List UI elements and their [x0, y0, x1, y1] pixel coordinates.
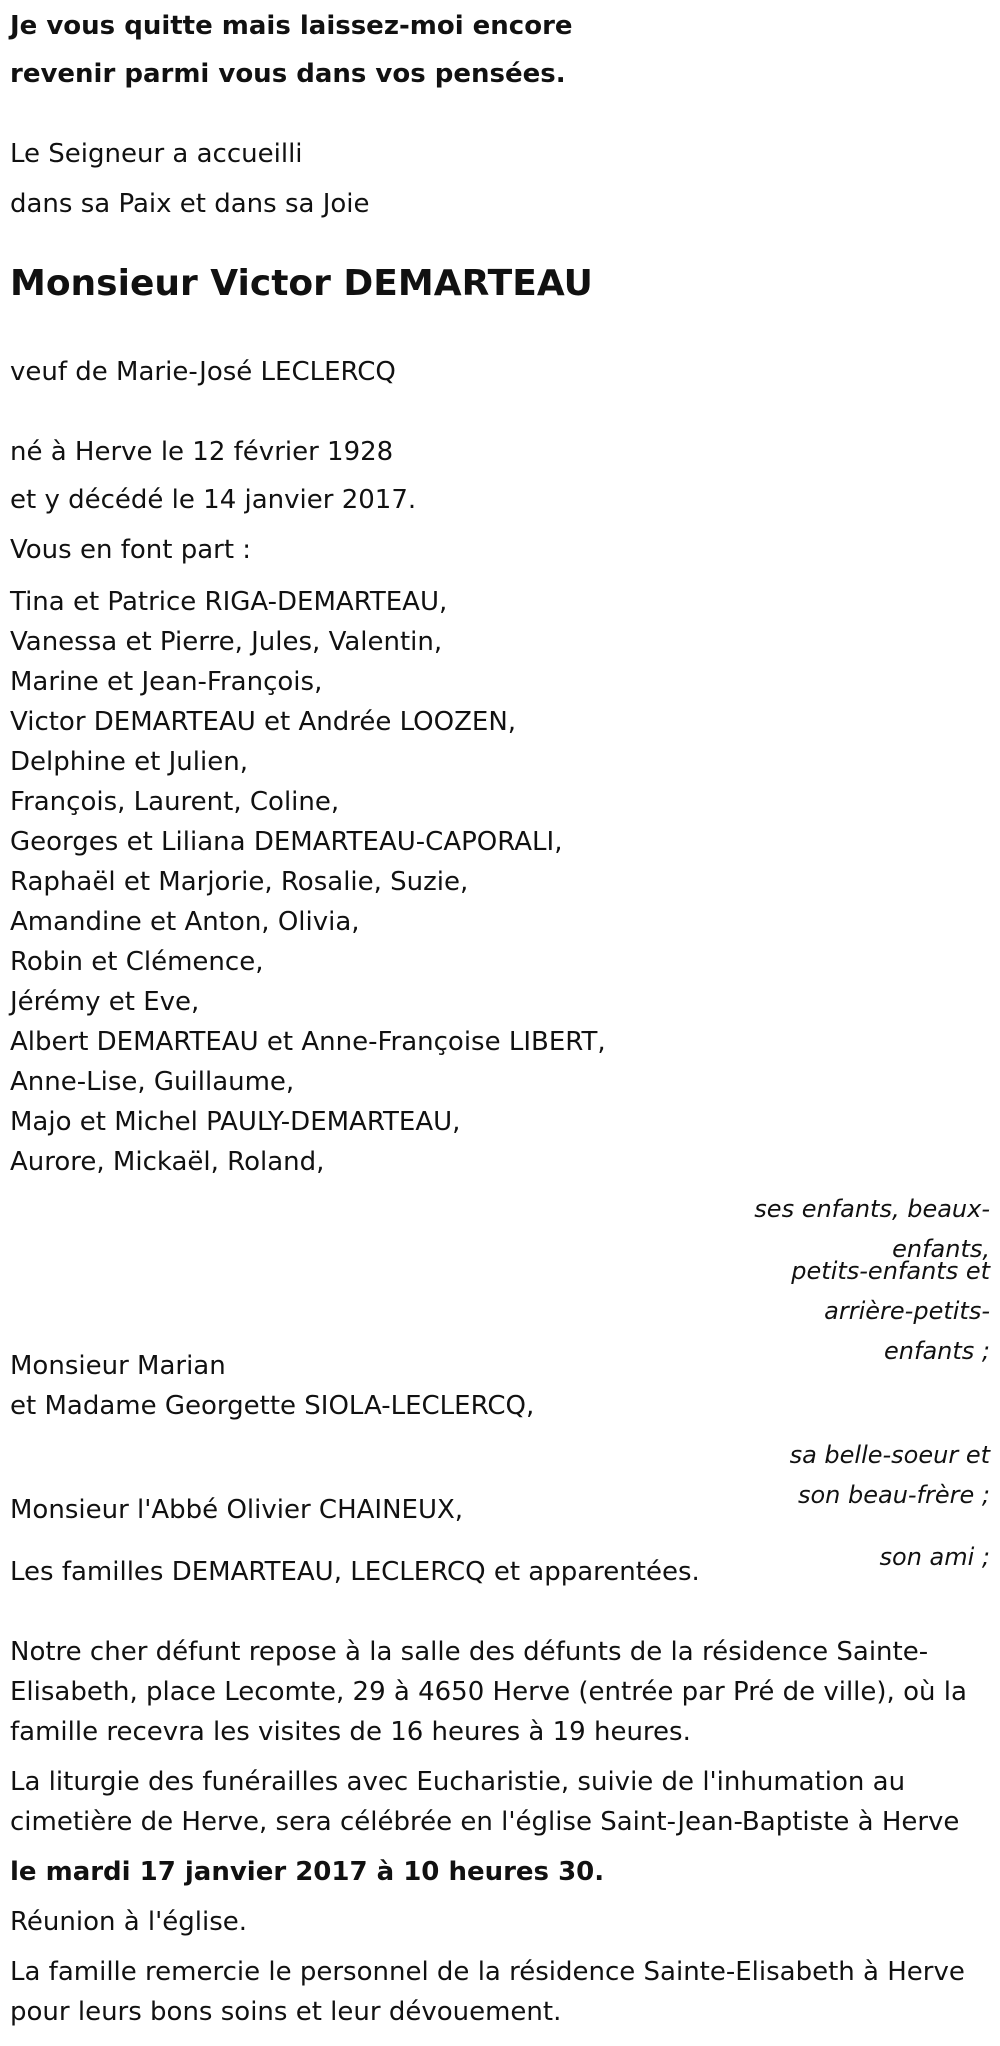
families-line: Les familles DEMARTEAU, LECLERCQ et apparentées. [10, 1557, 700, 1587]
family-line: Raphaël et Marjorie, Rosalie, Suzie, [10, 867, 469, 897]
family-line: Marine et Jean-François, [10, 667, 323, 697]
abbe-line: Monsieur l'Abbé Olivier CHAINEUX, [10, 1495, 464, 1525]
meeting-line: Réunion à l'église. [10, 1907, 248, 1937]
family-line: Jérémy et Eve, [10, 987, 200, 1017]
relation-children-line: enfants, [892, 1235, 990, 1263]
family-line: Tina et Patrice RIGA-DEMARTEAU, [10, 587, 448, 617]
family-line: Georges et Liliana DEMARTEAU-CAPORALI, [10, 827, 563, 857]
thanks-line: pour leurs bons soins et leur dévouement. [10, 1997, 562, 2027]
abbe-relation: son ami ; [879, 1543, 990, 1571]
death-line: et y décédé le 14 janvier 2017. [10, 485, 417, 515]
family-line: Delphine et Julien, [10, 747, 248, 777]
family-line: Amandine et Anton, Olivia, [10, 907, 360, 937]
siola-relation-2: son beau-frère ; [797, 1481, 990, 1509]
family-line: Majo et Michel PAULY-DEMARTEAU, [10, 1107, 461, 1137]
siola-line-1: Monsieur Marian [10, 1351, 226, 1381]
announcers-heading: Vous en font part : [10, 535, 252, 565]
repose-line: Elisabeth, place Lecomte, 29 à 4650 Herve (entrée par Pré de ville), où la [10, 1677, 967, 1707]
family-line: Vanessa et Pierre, Jules, Valentin, [10, 627, 443, 657]
relation-children-line: petits-enfants et [791, 1257, 990, 1285]
siola-line-2: et Madame Georgette SIOLA-LECLERCQ, [10, 1391, 535, 1421]
repose-line: Notre cher défunt repose à la salle des défunts de la résidence Sainte- [10, 1637, 929, 1667]
funeral-date: le mardi 17 janvier 2017 à 10 heures 30. [10, 1857, 605, 1887]
liturgy-line: La liturgie des funérailles avec Eucharistie, suivie de l'inhumation au [10, 1767, 906, 1797]
siola-relation-1: sa belle-soeur et [789, 1441, 990, 1469]
liturgy-line: cimetière de Herve, sera célébrée en l'église Saint-Jean-Baptiste à Herve [10, 1807, 960, 1837]
thanks-line: La famille remercie le personnel de la résidence Sainte-Elisabeth à Herve [10, 1957, 965, 1987]
birth-line: né à Herve le 12 février 1928 [10, 437, 394, 467]
intro-line-1: Le Seigneur a accueilli [10, 139, 303, 169]
quote-line-1: Je vous quitte mais laissez-moi encore [10, 11, 573, 41]
family-line: Albert DEMARTEAU et Anne-Françoise LIBERT, [10, 1027, 606, 1057]
family-line: Anne-Lise, Guillaume, [10, 1067, 295, 1097]
deceased-name: Monsieur Victor DEMARTEAU [10, 263, 593, 304]
relation-children-line: ses enfants, beaux- [754, 1195, 990, 1223]
relation-children-line: enfants ; [884, 1337, 990, 1365]
family-line: Victor DEMARTEAU et Andrée LOOZEN, [10, 707, 517, 737]
family-line: Robin et Clémence, [10, 947, 264, 977]
spouse-line: veuf de Marie-José LECLERCQ [10, 357, 396, 387]
family-line: Aurore, Mickaël, Roland, [10, 1147, 325, 1177]
intro-line-2: dans sa Paix et dans sa Joie [10, 189, 370, 219]
quote-line-2: revenir parmi vous dans vos pensées. [10, 59, 566, 89]
repose-line: famille recevra les visites de 16 heures à 19 heures. [10, 1717, 691, 1747]
family-line: François, Laurent, Coline, [10, 787, 340, 817]
relation-children-line: arrière-petits- [824, 1297, 990, 1325]
